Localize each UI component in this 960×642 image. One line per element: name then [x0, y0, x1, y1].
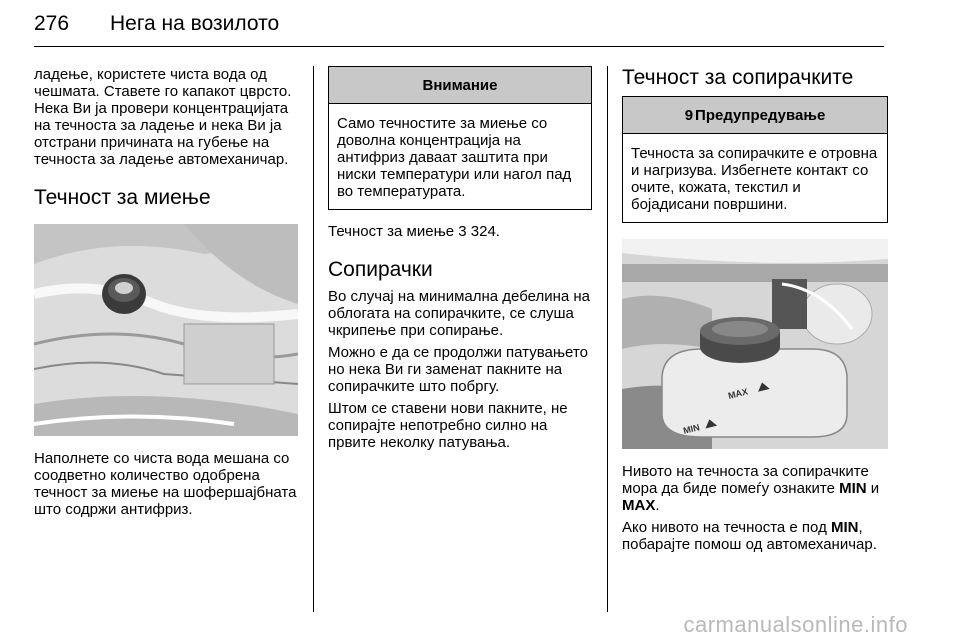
- notice-title: Внимание: [329, 67, 591, 104]
- notice-box: [328, 66, 592, 210]
- brake-reservoir-figure: [622, 239, 888, 449]
- washer-fluid-reference: [328, 223, 592, 240]
- brake-reservoir-illustration: [622, 239, 888, 449]
- brakes-heading: Сопирачки: [328, 258, 433, 281]
- column-divider-1: [313, 66, 314, 612]
- brakes-paragraph-1: Во случај на минимална дебелина на облогата на сопирачките, се слуша чкрипење при сопирање.: [328, 288, 591, 339]
- reference-symbol: 3: [458, 223, 467, 240]
- column-1: [34, 66, 298, 523]
- notice-body: Само течностите за миење со доволна концентрација на антифриз даваат заштита при ниски температури или нагол пад во температурата.: [337, 115, 572, 200]
- min-label: MIN: [839, 480, 867, 497]
- help-text: Ако нивото на течноста е под: [622, 519, 831, 536]
- header-divider: [34, 46, 884, 47]
- warning-title: Предупредување: [695, 107, 826, 124]
- warning-title-row: [623, 97, 887, 134]
- reference-page: 324.: [470, 223, 500, 240]
- max-label: MAX: [622, 497, 656, 514]
- level-text: Нивото на течноста за сопирачките мора да биде помеѓу ознаките: [622, 463, 869, 497]
- page-header: [34, 6, 884, 46]
- warning-box: [622, 96, 888, 223]
- washer-reservoir-illustration: [34, 224, 298, 436]
- section-title: Нега на возилото: [110, 12, 280, 35]
- min-label-2: MIN: [831, 519, 859, 536]
- brake-fluid-heading: Течност за сопирачките: [622, 66, 854, 89]
- coolant-paragraph: ладење, користете чиста вода од чешмата. Ставете го капакот цврсто. Нека Ви ја провери концентрацијата на течноста за ладење и нека Ви ја отстрани причината на губење на течноста за ладење автомеханичар.: [34, 66, 292, 168]
- help-text-end: , побарајте помош од автомеханичар.: [622, 519, 877, 553]
- warning-body: Течноста за сопирачките е отровна и нагризува. Избегнете контакт со очите, кожата, текстил и бојадисани површини.: [631, 145, 878, 213]
- min-marking: MIN: [682, 422, 701, 436]
- warning-icon: 9: [684, 107, 694, 124]
- level-end: .: [655, 497, 660, 514]
- column-divider-2: [607, 66, 608, 612]
- column-3: [622, 66, 888, 558]
- max-marking: MAX: [727, 386, 749, 401]
- brakes-paragraph-3: Штом се ставени нови пакните, не сопирајте непотребно силно на првите неколку патувања.: [328, 400, 568, 451]
- brake-fluid-help-paragraph: [622, 519, 888, 553]
- reference-text: Течност за миење: [328, 223, 455, 240]
- page-number: 276: [34, 12, 70, 35]
- brakes-paragraph-2: Можно е да се продолжи патувањето но нека Ви ги заменат пакните на сопирачките што побргу.: [328, 344, 588, 395]
- washer-fluid-heading: Течност за миење: [34, 186, 211, 209]
- brake-fluid-level-paragraph: [622, 463, 888, 514]
- washer-reservoir-figure: [34, 224, 298, 436]
- column-2: [328, 66, 592, 456]
- watermark: carmanualsonline.info: [683, 612, 908, 637]
- washer-fill-paragraph: Наполнете со чиста вода мешана со соодветно количество одобрена течност за миење на шофершајбната што содржи антифриз.: [34, 450, 297, 518]
- level-and: и: [866, 480, 880, 497]
